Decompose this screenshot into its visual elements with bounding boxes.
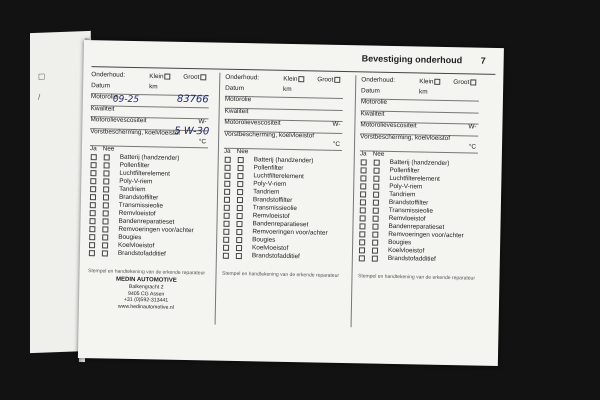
yes-checkbox[interactable] xyxy=(89,242,95,248)
yes-checkbox[interactable] xyxy=(359,255,365,261)
major-service-checkbox[interactable] xyxy=(200,74,206,80)
viscosity-w-label: W- xyxy=(332,120,341,128)
yes-checkbox[interactable] xyxy=(224,212,230,218)
item-label: Remvloeistof xyxy=(118,209,156,218)
celsius-label: °C xyxy=(332,140,341,149)
column-divider xyxy=(351,75,357,327)
yes-checkbox[interactable] xyxy=(359,239,365,245)
no-checkbox[interactable] xyxy=(373,191,379,197)
no-checkbox[interactable] xyxy=(237,188,243,194)
small-service-checkbox[interactable] xyxy=(434,79,440,85)
engine-oil-label: Motorolie xyxy=(360,98,388,106)
no-checkbox[interactable] xyxy=(104,154,110,160)
page-title: Bevestiging onderhoud xyxy=(361,53,463,66)
service-record-2 xyxy=(221,75,344,315)
major-service-checkbox[interactable] xyxy=(470,79,476,85)
viscosity-label: Motorolievescositeit xyxy=(224,118,281,127)
item-label: Batterij (handzender) xyxy=(119,153,180,163)
major-service-label: Groot xyxy=(317,76,334,84)
dealer-name: MEDIN AUTOMOTIVE xyxy=(116,276,177,284)
km-label: km xyxy=(419,87,428,96)
yes-checkbox[interactable] xyxy=(224,196,230,202)
item-label: Poly-V-riem xyxy=(389,183,423,191)
item-label: Brandstoffilter xyxy=(252,196,293,205)
no-checkbox[interactable] xyxy=(104,162,110,168)
antifreeze-row xyxy=(360,134,478,153)
no-checkbox[interactable] xyxy=(237,196,243,202)
no-checkbox[interactable] xyxy=(102,218,108,224)
yes-checkbox[interactable] xyxy=(361,159,367,165)
dealer-street: Balkengracht 2 xyxy=(128,283,164,291)
maintenance-label: Onderhoud: xyxy=(225,73,260,82)
yes-label: Ja xyxy=(89,144,97,152)
item-label: Tandriem xyxy=(119,185,146,194)
no-checkbox[interactable] xyxy=(373,199,379,205)
stamp-caption: Stempel en handtekening van de erkende reparateur xyxy=(357,272,476,282)
handwritten-km: 83766 xyxy=(176,93,209,106)
item-label: Brandstoffilter xyxy=(388,199,429,207)
yes-checkbox[interactable] xyxy=(360,191,366,197)
item-label: Remvoeringen voor/achter xyxy=(388,231,464,240)
no-checkbox[interactable] xyxy=(103,210,109,216)
no-checkbox[interactable] xyxy=(372,247,378,253)
dealer-website: www.hedinautomotive.nl xyxy=(117,303,174,311)
no-checkbox[interactable] xyxy=(103,186,109,192)
no-checkbox[interactable] xyxy=(102,242,108,248)
yes-checkbox[interactable] xyxy=(359,231,365,237)
yes-checkbox[interactable] xyxy=(90,186,96,192)
item-label: Bougies xyxy=(388,239,412,247)
yes-checkbox[interactable] xyxy=(223,228,229,234)
no-checkbox[interactable] xyxy=(238,156,244,162)
small-service-checkbox[interactable] xyxy=(164,74,170,80)
km-label: km xyxy=(149,82,158,90)
item-label: Remvoeringen voor/achter xyxy=(252,228,328,237)
no-checkbox[interactable] xyxy=(103,202,109,208)
no-checkbox[interactable] xyxy=(236,252,242,258)
service-record-3 xyxy=(357,77,480,317)
viscosity-w-label: W- xyxy=(198,118,207,126)
no-checkbox[interactable] xyxy=(372,239,378,245)
no-checkbox[interactable] xyxy=(373,183,379,189)
item-label: Luchtfilterelement xyxy=(119,169,170,178)
item-label: Luchtfilterelement xyxy=(253,172,304,181)
item-label: Bandenreparatieset xyxy=(388,223,445,232)
item-label: Bougies xyxy=(118,233,142,242)
quality-label: Kwaliteit xyxy=(90,104,115,113)
column-divider xyxy=(215,73,221,325)
no-checkbox[interactable] xyxy=(237,172,243,178)
yes-checkbox[interactable] xyxy=(224,172,230,178)
viscosity-label: Motorolievescositeit xyxy=(90,116,147,125)
yes-checkbox[interactable] xyxy=(89,250,95,256)
item-label: Koelvloeistof xyxy=(387,247,425,255)
yes-checkbox[interactable] xyxy=(91,154,97,160)
viscosity-label: Motorolievescositeit xyxy=(360,121,417,130)
page-number: 7 xyxy=(480,55,486,66)
handwritten-date: 09-25 xyxy=(112,94,140,106)
item-label: Bougies xyxy=(252,236,276,244)
antifreeze-label: Vorstbescherming, koelvloeistof xyxy=(90,127,181,137)
item-label: Poly-V-riem xyxy=(119,177,153,186)
no-label: Nee xyxy=(372,150,385,158)
major-service-label: Groot xyxy=(453,78,470,87)
antifreeze-label: Vorstbescherming, koelvloeistof xyxy=(360,132,451,142)
page-header xyxy=(362,53,486,65)
item-label: Pollenfilter xyxy=(389,167,420,175)
yes-checkbox[interactable] xyxy=(359,247,365,253)
antifreeze-label: Vorstbescherming, koelvloeistof xyxy=(224,130,315,139)
item-label: Remvoeringen voor/achter xyxy=(118,225,194,235)
small-service-label: Klein xyxy=(149,72,164,81)
no-checkbox[interactable] xyxy=(236,228,242,234)
no-checkbox[interactable] xyxy=(373,167,379,173)
item-label: Brandstofadditief xyxy=(117,249,166,258)
item-label: Poly-V-riem xyxy=(253,180,287,189)
item-label: Luchtfilterelement xyxy=(389,175,440,184)
service-booklet-page xyxy=(78,40,504,366)
yes-checkbox[interactable] xyxy=(225,156,231,162)
no-checkbox[interactable] xyxy=(236,220,242,226)
item-label: Batterij (handzender) xyxy=(253,156,314,165)
yes-checkbox[interactable] xyxy=(224,180,230,186)
item-label: Remvloeistof xyxy=(388,215,426,223)
yes-checkbox[interactable] xyxy=(223,236,229,242)
small-service-checkbox[interactable] xyxy=(298,76,304,82)
item-label: Brandstofadditief xyxy=(387,255,436,263)
major-service-label: Groot xyxy=(183,73,200,81)
no-checkbox[interactable] xyxy=(373,215,379,221)
no-checkbox[interactable] xyxy=(372,255,378,261)
yes-checkbox[interactable] xyxy=(89,234,95,240)
no-checkbox[interactable] xyxy=(102,234,108,240)
no-checkbox[interactable] xyxy=(372,223,378,229)
yes-checkbox[interactable] xyxy=(90,210,96,216)
maintenance-label: Onderhoud: xyxy=(91,71,126,79)
maintenance-label: Onderhoud: xyxy=(361,76,396,84)
no-checkbox[interactable] xyxy=(103,194,109,200)
checklist-item xyxy=(358,255,476,265)
yes-checkbox[interactable] xyxy=(361,167,367,173)
viscosity-w-label: W- xyxy=(468,123,477,131)
checklist-item xyxy=(88,250,206,260)
no-checkbox[interactable] xyxy=(237,180,243,186)
celsius-label: °C xyxy=(468,143,477,151)
stamp-caption: Stempel en handtekening van de erkende reparateur xyxy=(88,267,206,276)
date-label: Datum xyxy=(225,84,245,92)
celsius-label: °C xyxy=(198,138,207,146)
no-checkbox[interactable] xyxy=(238,164,244,170)
yes-checkbox[interactable] xyxy=(90,194,96,200)
no-checkbox[interactable] xyxy=(237,212,243,218)
yes-label: Ja xyxy=(359,149,367,157)
yes-checkbox[interactable] xyxy=(359,223,365,229)
item-label: Bandenreparatieset xyxy=(118,217,175,226)
service-record-1 xyxy=(87,72,210,312)
quality-label: Kwaliteit xyxy=(360,109,385,118)
no-checkbox[interactable] xyxy=(374,159,380,165)
item-label: Brandstoffilter xyxy=(118,193,159,202)
yes-checkbox[interactable] xyxy=(224,204,230,210)
no-label: Nee xyxy=(102,144,115,153)
yes-checkbox[interactable] xyxy=(90,170,96,176)
engine-oil-label: Motorolie xyxy=(224,95,252,104)
no-checkbox[interactable] xyxy=(373,175,379,181)
left-page-edge: ☐ / xyxy=(30,31,91,353)
item-label: Brandstofadditief xyxy=(251,252,300,261)
no-label: Nee xyxy=(236,147,249,155)
no-checkbox[interactable] xyxy=(236,236,242,242)
item-label: Koelvloeistof xyxy=(117,241,155,250)
small-service-label: Klein xyxy=(283,75,298,83)
no-checkbox[interactable] xyxy=(103,170,109,176)
yes-checkbox[interactable] xyxy=(91,162,97,168)
small-service-label: Klein xyxy=(419,78,434,86)
no-checkbox[interactable] xyxy=(373,207,379,213)
yes-checkbox[interactable] xyxy=(90,178,96,184)
item-label: Remvloeistof xyxy=(252,212,290,221)
item-label: Bandenreparatieset xyxy=(252,220,309,229)
stamp-caption: Stempel en handtekening van de erkende reparateur xyxy=(221,270,340,279)
yes-checkbox[interactable] xyxy=(360,175,366,181)
dealer-stamp xyxy=(87,276,206,312)
quality-label: Kwaliteit xyxy=(224,107,249,115)
no-checkbox[interactable] xyxy=(372,231,378,237)
yes-checkbox[interactable] xyxy=(224,188,230,194)
item-label: Koelvloeistof xyxy=(251,244,289,253)
yes-checkbox[interactable] xyxy=(89,218,95,224)
yes-checkbox[interactable] xyxy=(89,226,95,232)
no-checkbox[interactable] xyxy=(102,226,108,232)
yes-checkbox[interactable] xyxy=(360,215,366,221)
yes-checkbox[interactable] xyxy=(90,202,96,208)
yes-checkbox[interactable] xyxy=(360,183,366,189)
item-label: Transmissieolie xyxy=(118,201,164,210)
yes-checkbox[interactable] xyxy=(360,207,366,213)
item-label: Pollenfilter xyxy=(119,161,150,170)
yes-checkbox[interactable] xyxy=(223,244,229,250)
handwritten-viscosity: 5 W-30 xyxy=(174,125,210,138)
dealer-phone: +31 (0)592-313441 xyxy=(123,296,169,304)
yes-label: Ja xyxy=(223,147,231,155)
yes-checkbox[interactable] xyxy=(360,199,366,205)
yes-checkbox[interactable] xyxy=(225,164,231,170)
antifreeze-row xyxy=(224,131,342,150)
no-checkbox[interactable] xyxy=(102,250,108,256)
checklist-item xyxy=(222,252,340,262)
engine-oil-label: Motorolie xyxy=(90,93,118,101)
item-label: Transmissieolie xyxy=(252,204,298,213)
no-checkbox[interactable] xyxy=(103,178,109,184)
no-checkbox[interactable] xyxy=(236,244,242,250)
item-label: Tandriem xyxy=(253,188,280,196)
item-label: Transmissieolie xyxy=(388,207,433,215)
item-label: Pollenfilter xyxy=(253,164,284,173)
date-label: Datum xyxy=(91,81,111,90)
yes-checkbox[interactable] xyxy=(223,220,229,226)
yes-checkbox[interactable] xyxy=(223,252,229,258)
date-label: Datum xyxy=(361,86,380,95)
no-checkbox[interactable] xyxy=(237,204,243,210)
item-label: Batterij (handzender) xyxy=(389,159,450,168)
major-service-checkbox[interactable] xyxy=(334,77,340,83)
dealer-city: 9405 CG Assen xyxy=(127,290,165,298)
km-label: km xyxy=(283,85,292,93)
item-label: Tandriem xyxy=(389,191,416,199)
